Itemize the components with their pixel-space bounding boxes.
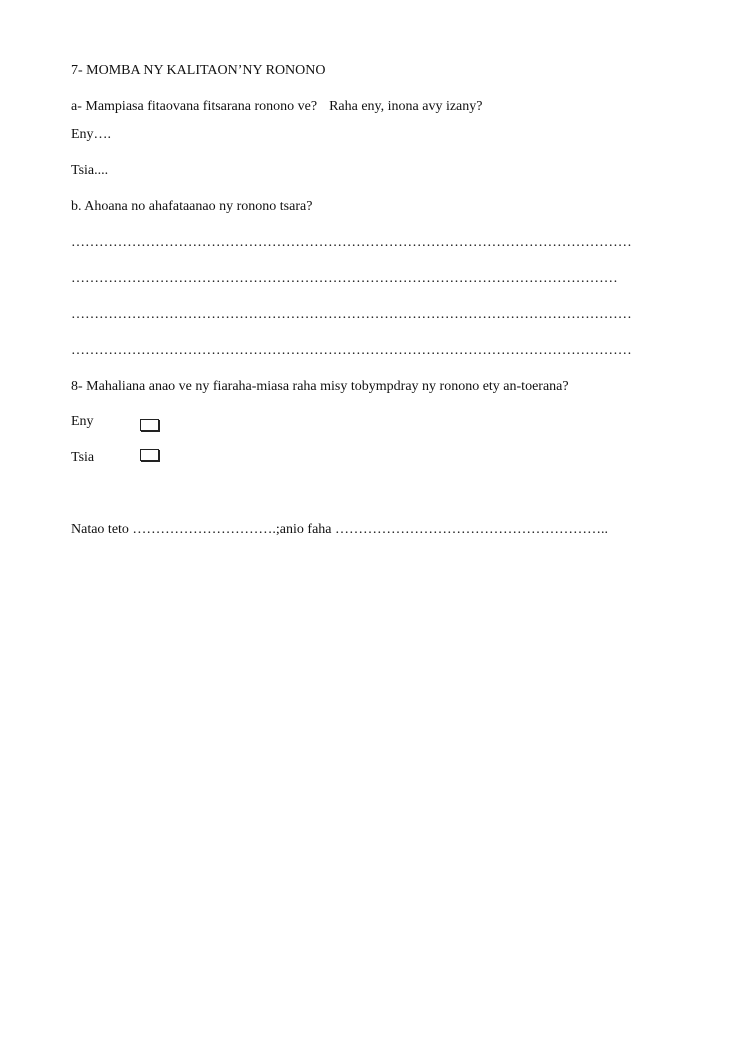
option-tsia-a: Tsia.... (71, 163, 109, 178)
option-eny-label: Eny (71, 414, 94, 429)
option-eny-checkbox[interactable] (140, 419, 159, 431)
section-7-heading: 7- MOMBA NY KALITAON’NY RONONO (71, 63, 326, 78)
question-a-part2: Raha eny, inona avy izany? (329, 99, 483, 114)
date-field[interactable]: ………………………………………………….. (335, 522, 609, 537)
place-label: Natao teto (71, 522, 129, 537)
answer-line-2[interactable]: ……………………………………………………………………………………………………… (71, 271, 618, 286)
option-tsia-checkbox[interactable] (140, 449, 159, 461)
date-label: ;anio faha (275, 522, 332, 537)
answer-line-1[interactable]: ………………………………………………………………………………………………………… (71, 235, 632, 250)
question-b: b. Ahoana no ahafataanao ny ronono tsara? (71, 199, 313, 214)
answer-line-4[interactable]: ………………………………………………………………………………………………………… (71, 343, 632, 358)
option-tsia-label: Tsia (71, 450, 95, 465)
option-eny-a: Eny…. (71, 127, 112, 142)
place-field[interactable]: …………………………. (132, 522, 276, 537)
signature-line (71, 522, 608, 538)
answer-line-3[interactable]: ………………………………………………………………………………………………………… (71, 307, 632, 322)
section-8-question: 8- Mahaliana anao ve ny fiaraha-miasa raha misy tobympdray ny ronono ety an-toerana? (71, 379, 569, 394)
question-a (71, 99, 482, 115)
question-a-part1: a- Mampiasa fitaovana fitsarana ronono ve? (71, 99, 318, 114)
